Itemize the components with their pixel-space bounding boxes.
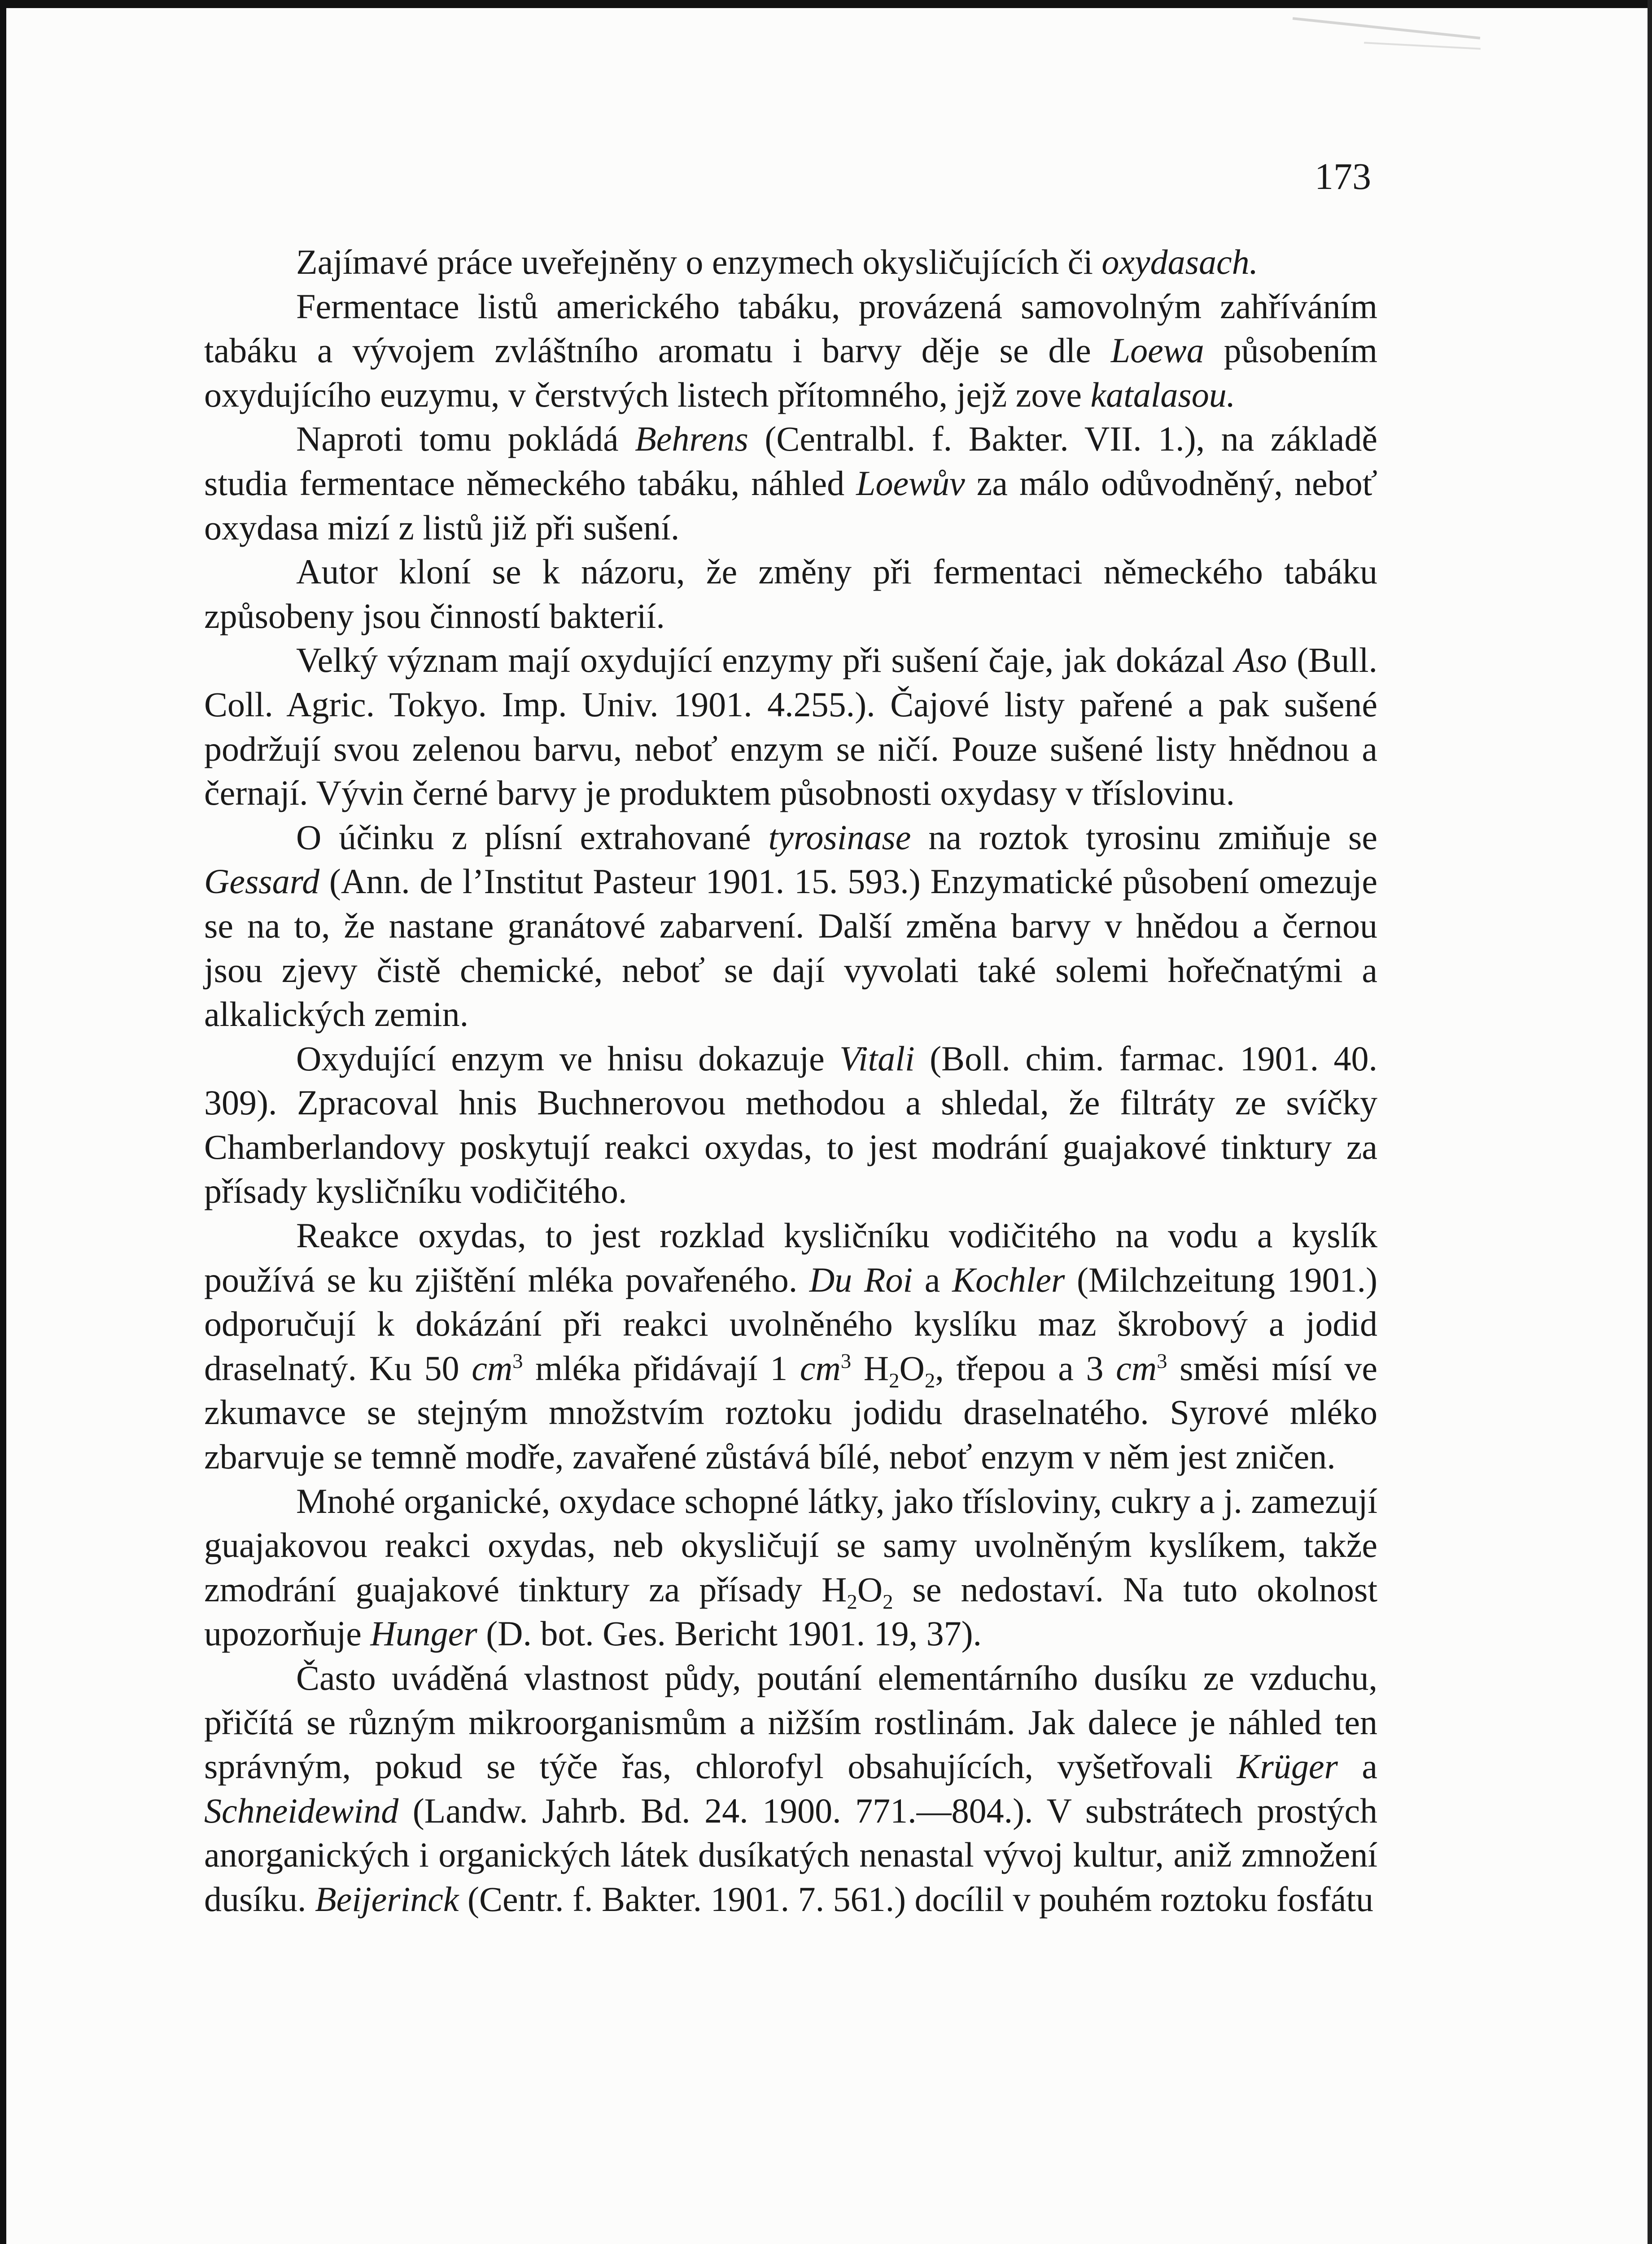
scan-border-right (1648, 0, 1652, 2244)
paragraph (204, 550, 1377, 638)
text-run: (Bull. Coll. Agric. Tokyo. Imp. Univ. 1901. 4.255.). Čajové listy pařené a pak sušené podržují svou zelenou barvu, neboť enzym se ničí. Pouze sušené listy hnědnou a černají. Vývin černé barvy je produktem působnosti oxydasy v tříslovinu. (204, 640, 1377, 813)
text-run: působením oxydujícího euzymu, v čerstvých listech přítomného, jejž zove (204, 331, 1377, 414)
text-run: směsi mísí ve zkumavce se stejným množstvím roztoku jodidu draselnatého. Syrové mléko zbarvuje se temně modře, zavařené zůstává bílé, neboť enzym v něm jest zničen. (204, 1348, 1377, 1477)
text-run: se nedostaví. Na tuto okolnost upozorňuje (204, 1569, 1377, 1653)
text-run: Oxydující enzym ve hnisu dokazuje (296, 1039, 840, 1078)
text-run: Často uváděná vlastnost půdy, poutání elementárního dusíku ze vzduchu, přičítá se různým mikroorganismům a nižším rostlinám. Jak dalece je náhled ten správným, pokud se týče řas, chlorofyl obsahujících, vyšetřovali (204, 1658, 1377, 1786)
paragraph (204, 417, 1377, 550)
text-run: Autor kloní se k názoru, že změny při fermentaci německého tabáku způsobeny jsou činností bakterií. (204, 552, 1377, 636)
text-run: mléka přidávají 1 (523, 1348, 800, 1388)
italic-text: cm (1116, 1348, 1157, 1388)
text-run: O účinku z plísní extrahované (296, 817, 769, 857)
text-run: Naproti tomu pokládá (296, 419, 635, 459)
italic-text: Du Roi (809, 1260, 913, 1299)
text-run: H (851, 1348, 889, 1388)
italic-text: katalasou. (1090, 375, 1236, 414)
page-number: 173 (1315, 156, 1371, 197)
subscript: 2 (889, 1369, 900, 1393)
text-run: (Boll. chim. farmac. 1901. 40. 309). Zpracoval hnis Buchnerovou methodou a shledal, že filtráty ze svíčky Chamberlandovy poskytují reakci oxydas, to jest modrání guajakové tinktury za přísady kysličníku vodičitého. (204, 1039, 1377, 1211)
scan-border-top (0, 0, 1652, 8)
text-run: (Landw. Jahrb. Bd. 24. 1900. 771.—804.). V substrátech prostých anorganických i organických látek dusíkatých nenastal vývoj kultur, aniž zmnožení dusíku. (204, 1791, 1377, 1919)
text-run: Zajímavé práce uveřejněny o enzymech okysličujících či (296, 242, 1102, 281)
italic-text: Hunger (370, 1614, 477, 1653)
text-run: , třepou a 3 (935, 1348, 1116, 1388)
text-run: Reakce oxydas, to jest rozklad kysličníku vodičitého na vodu a kyslík používá se ku zjištění mléka povařeného. (204, 1216, 1377, 1299)
text-run: a (1337, 1747, 1377, 1786)
superscript: 3 (840, 1349, 852, 1373)
italic-text: Gessard (204, 862, 320, 901)
text-run: (D. bot. Ges. Bericht 1901. 19, 37). (477, 1614, 982, 1653)
italic-text: Beijerinck (315, 1879, 459, 1919)
subscript: 2 (924, 1369, 935, 1393)
italic-text: oxydasach. (1101, 242, 1259, 281)
text-run: (Centr. f. Bakter. 1901. 7. 561.) docílil v pouhém roztoku fosfátu (459, 1879, 1374, 1919)
italic-text: Loewa (1110, 331, 1204, 370)
scan-border-left (0, 0, 6, 2244)
italic-text: Krüger (1237, 1747, 1338, 1786)
text-run: O (899, 1348, 925, 1388)
text-run: za málo odůvodněný, neboť oxydasa mizí z listů již při sušení. (204, 463, 1377, 547)
text-run: a (913, 1260, 953, 1299)
italic-text: Aso (1234, 640, 1287, 680)
paragraph (204, 1037, 1377, 1214)
subscript: 2 (883, 1590, 893, 1614)
paragraph (204, 815, 1377, 1037)
text-run: Mnohé organické, oxydace schopné látky, jako tříslovinу, cukry a j. zamezují guajakovou reakci oxydas, neb okysličují se samy uvolněným kyslíkem, takže zmodrání guajakové tinktury za přísady H (204, 1481, 1377, 1609)
scan-mark (1364, 42, 1481, 50)
body-text (204, 240, 1377, 1922)
text-run: O (857, 1569, 883, 1609)
scan-mark (1293, 17, 1480, 39)
paragraph (204, 1656, 1377, 1922)
text-run: (Milchzeitung 1901.) odporučují k dokázání při reakci uvolněného kyslíku maz škrobový a jodid draselnatý. Ku 50 (204, 1260, 1377, 1388)
superscript: 3 (1157, 1349, 1167, 1373)
text-run: (Ann. de l’Institut Pasteur 1901. 15. 593.) Enzymatické působení omezuje se na to, že nastane granátové zabarvení. Další změna barvy v hnědou a černou jsou zjevy čistě chemické, neboť se dají vyvolati také solemi hořečnatými a alkalických zemin. (204, 862, 1377, 1034)
italic-text: Loewův (856, 463, 965, 503)
paragraph (204, 638, 1377, 815)
paragraph (204, 285, 1377, 417)
italic-text: cm (800, 1348, 841, 1388)
italic-text: Schneidewind (204, 1791, 399, 1830)
text-run: (Centralbl. f. Bakter. VII. 1.), na základě studia fermentace německého tabáku, náhled (204, 419, 1377, 503)
paragraph (204, 1214, 1377, 1479)
paragraph (204, 1479, 1377, 1656)
italic-text: Behrens (635, 419, 748, 459)
paragraph (204, 240, 1377, 285)
text-run: Fermentace listů amerického tabáku, provázená samovolným zahříváním tabáku a vývojem zvláštního aromatu i barvy děje se dle (204, 286, 1377, 370)
italic-text: Kochler (952, 1260, 1065, 1299)
italic-text: cm (472, 1348, 513, 1388)
superscript: 3 (512, 1349, 523, 1373)
italic-text: tyrosinase (768, 817, 911, 857)
text-run: Velký význam mají oxydující enzymy při sušení čaje, jak dokázal (296, 640, 1235, 680)
subscript: 2 (847, 1590, 857, 1614)
text-run: na roztok tyrosinu zmiňuje se (911, 817, 1377, 857)
italic-text: Vitali (839, 1039, 915, 1078)
